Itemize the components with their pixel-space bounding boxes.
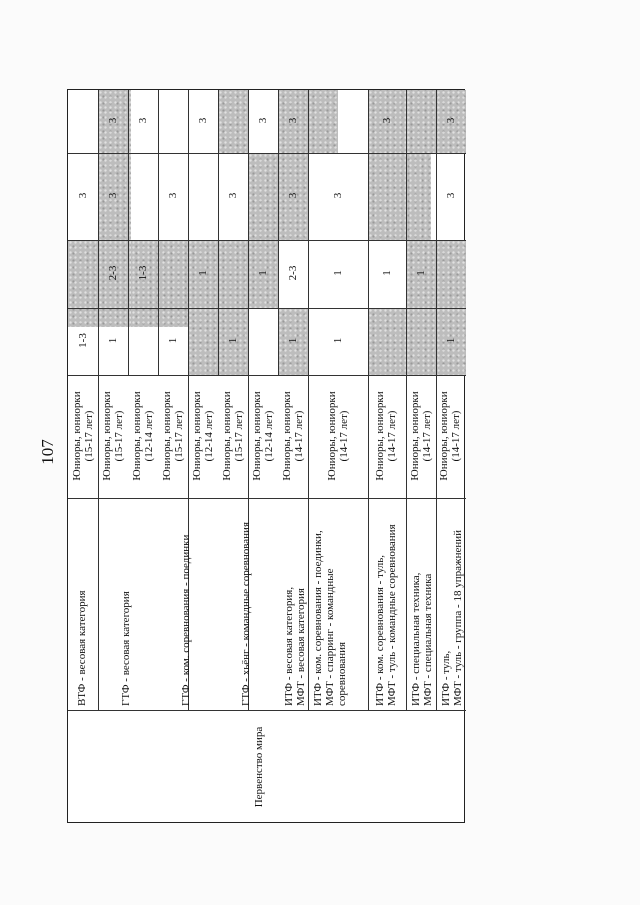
age-cell: Юниоры, юниорки (15-17 лет)	[161, 391, 185, 481]
gray-cell	[406, 308, 436, 375]
place-cell: 3	[332, 192, 344, 199]
age-cell: Юниоры, юниорки (12-14 лет)	[191, 391, 215, 481]
gray-cell	[218, 90, 248, 153]
results-table	[67, 89, 465, 823]
gray-cell	[218, 240, 248, 308]
place-cell: 1	[445, 337, 457, 344]
place-cell: 1	[227, 337, 239, 344]
place-cell: 3	[167, 192, 179, 199]
place-cell: 3	[107, 117, 119, 124]
discipline-cell: ИТФ - ком. соревнования - поединки, МФТ - спарринг - командные соревнования	[312, 530, 348, 706]
place-cell: 3	[445, 192, 457, 199]
gray-cell	[406, 90, 436, 153]
discipline-cell: ВТФ - весовая категория	[76, 590, 88, 706]
place-cell: 2-3	[287, 265, 299, 281]
place-cell: 1	[257, 270, 269, 276]
page-number: 107	[38, 439, 57, 465]
age-cell: Юниоры, юниорки (14-17 лет)	[374, 391, 398, 481]
place-cell: 3	[445, 117, 457, 124]
place-cell: 3	[287, 117, 299, 124]
gray-cell	[308, 90, 338, 153]
place-cell: 3	[137, 117, 149, 124]
place-cell: 3	[381, 117, 393, 124]
age-cell: Юниоры, юниорки (14-17 лет)	[409, 391, 433, 481]
place-cell: 3	[257, 117, 269, 124]
section-label: Первенство мира	[253, 726, 265, 808]
place-cell: 3	[77, 192, 89, 199]
place-cell: 1	[415, 270, 427, 276]
place-cell: 1	[332, 337, 344, 344]
place-cell: 1	[332, 270, 344, 276]
discipline-cell: ГТФ - ком. соревнования - поединки	[180, 534, 192, 706]
place-cell: 1	[287, 337, 299, 344]
discipline-cell: ИТФ - специальная техника, МФТ - специальная техника	[410, 572, 434, 706]
age-cell: Юниоры, юниорки (14-17 лет)	[438, 391, 462, 481]
place-cell: 3	[197, 117, 209, 124]
place-cell: 3	[227, 192, 239, 199]
place-cell: 1-3	[137, 265, 149, 281]
age-cell: Юниоры, юниорки (15-17 лет)	[71, 391, 95, 481]
gray-cell	[248, 153, 278, 240]
gray-cell	[188, 308, 218, 375]
place-cell: 1	[381, 270, 393, 276]
place-cell: 1	[107, 337, 119, 344]
gray-cell	[368, 153, 431, 240]
place-cell: 1	[197, 270, 209, 276]
place-cell: 1-3	[77, 333, 89, 348]
discipline-cell: ГТФ - весовая категория	[120, 591, 132, 706]
age-cell: Юниоры, юниорки (15-17 лет)	[101, 391, 125, 481]
age-cell: Юниоры, юниорки (12-14 лет)	[251, 391, 275, 481]
place-cell: 2-3	[107, 265, 119, 281]
discipline-cell: ИТФ - ком. соревнования - туль, МФТ - туль - командные соревнования	[374, 524, 398, 706]
age-cell: Юниоры, юниорки (14-17 лет)	[326, 391, 350, 481]
age-cell: Юниоры, юниорки (12-14 лет)	[131, 391, 155, 481]
age-cell: Юниоры, юниорки (14-17 лет)	[281, 391, 305, 481]
place-cell: 3	[287, 192, 299, 199]
discipline-cell: ИТФ - весовая категория, МФТ - весовая категория	[283, 586, 307, 706]
discipline-cell: ГТФ - хьёнг - командные соревнования	[240, 522, 252, 706]
place-cell: 3	[107, 192, 119, 199]
discipline-cell: ИТФ - туль, МФТ - туль - группа - 18 упражнений	[440, 529, 464, 706]
age-cell: Юниоры, юниорки (15-17 лет)	[221, 391, 245, 481]
place-cell: 1	[167, 337, 179, 344]
